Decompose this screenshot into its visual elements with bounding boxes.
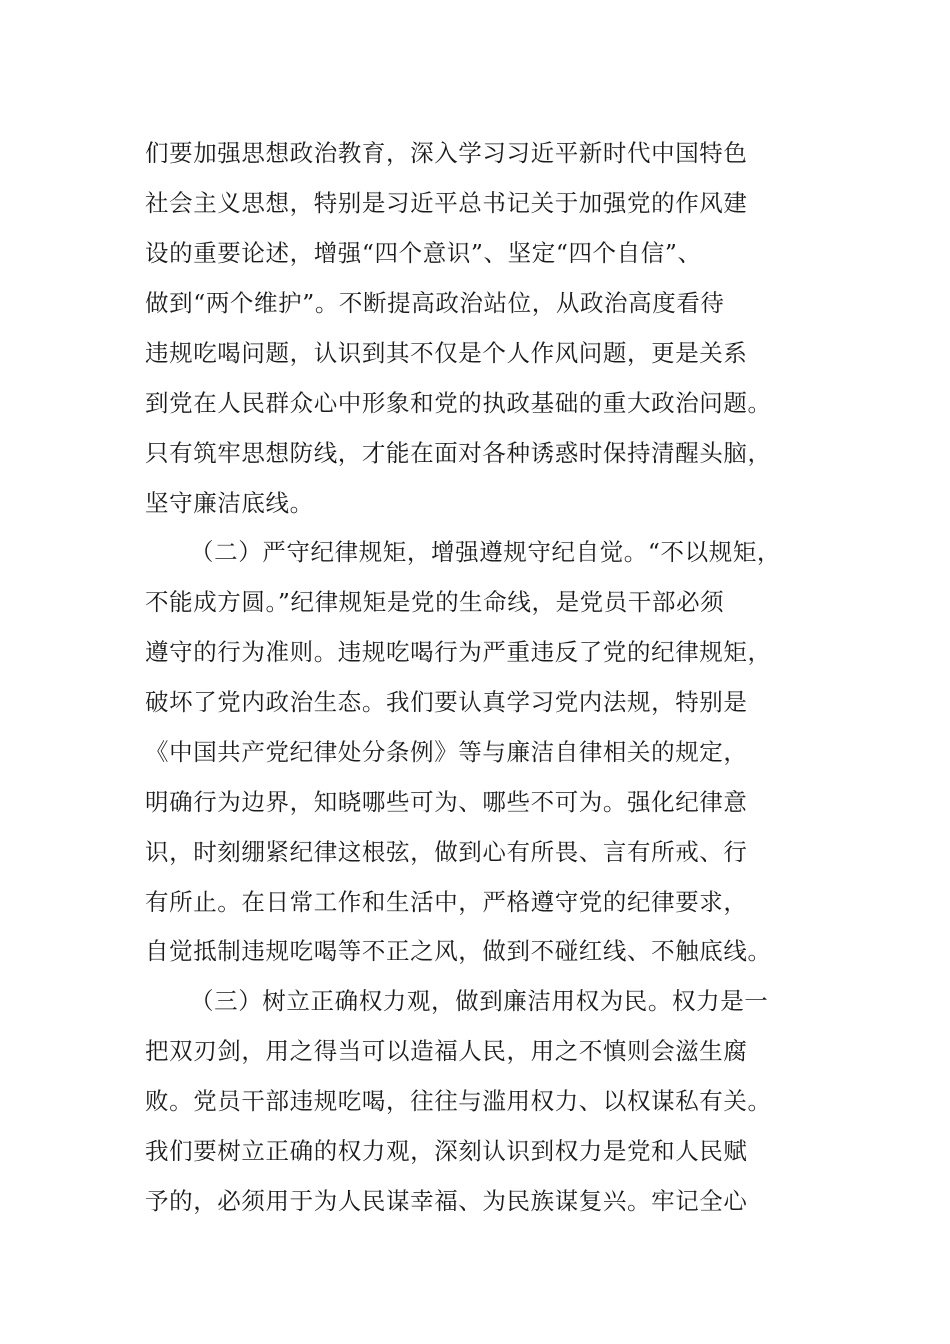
- text-line: 做到“两个维护”。不断提高政治站位，从政治高度看待: [145, 289, 725, 317]
- text-line: 败。党员干部违规吃喝，往往与滥用权力、以权谋私有关。: [145, 1087, 772, 1115]
- text-line: 有所止。在日常工作和生活中，严格遵守党的纪律要求，: [145, 888, 748, 916]
- text-line: 明确行为边界，知晓哪些可为、哪些不可为。强化纪律意: [145, 788, 748, 816]
- text-line: 破坏了党内政治生态。我们要认真学习党内法规，特别是: [145, 688, 748, 716]
- text-line: 们要加强思想政治教育，深入学习习近平新时代中国特色: [145, 139, 748, 167]
- text-line: 到党在人民群众心中形象和党的执政基础的重大政治问题。: [145, 389, 772, 417]
- text-line: 识，时刻绷紧纪律这根弦，做到心有所畏、言有所戒、行: [145, 838, 748, 866]
- text-line: 设的重要论述，增强“四个意识”、坚定“四个自信”、: [145, 239, 702, 267]
- text-line: 我们要树立正确的权力观，深刻认识到权力是党和人民赋: [145, 1137, 748, 1165]
- text-line: 只有筑牢思想防线，才能在面对各种诱惑时保持清醒头脑，: [145, 439, 772, 467]
- text-line: 社会主义思想，特别是习近平总书记关于加强党的作风建: [145, 189, 748, 217]
- text-line: 遵守的行为准则。违规吃喝行为严重违反了党的纪律规矩，: [145, 638, 772, 666]
- text-line: 不能成方圆。”纪律规矩是党的生命线，是党员干部必须: [145, 588, 725, 616]
- text-line: 予的，必须用于为人民谋幸福、为民族谋复兴。牢记全心: [145, 1187, 748, 1215]
- text-line: 违规吃喝问题，认识到其不仅是个人作风问题，更是关系: [145, 339, 748, 367]
- text-line: 坚守廉洁底线。: [145, 489, 314, 517]
- text-line: 把双刃剑，用之得当可以造福人民，用之不慎则会滋生腐: [145, 1037, 748, 1065]
- text-line: 《中国共产党纪律处分条例》等与廉洁自律相关的规定，: [145, 738, 748, 766]
- text-line: 自觉抵制违规吃喝等不正之风，做到不碰红线、不触底线。: [145, 937, 772, 965]
- section-heading-line: （三）树立正确权力观，做到廉洁用权为民。权力是一: [190, 987, 769, 1015]
- section-heading-line: （二）严守纪律规矩，增强遵规守纪自觉。“不以规矩，: [190, 538, 782, 566]
